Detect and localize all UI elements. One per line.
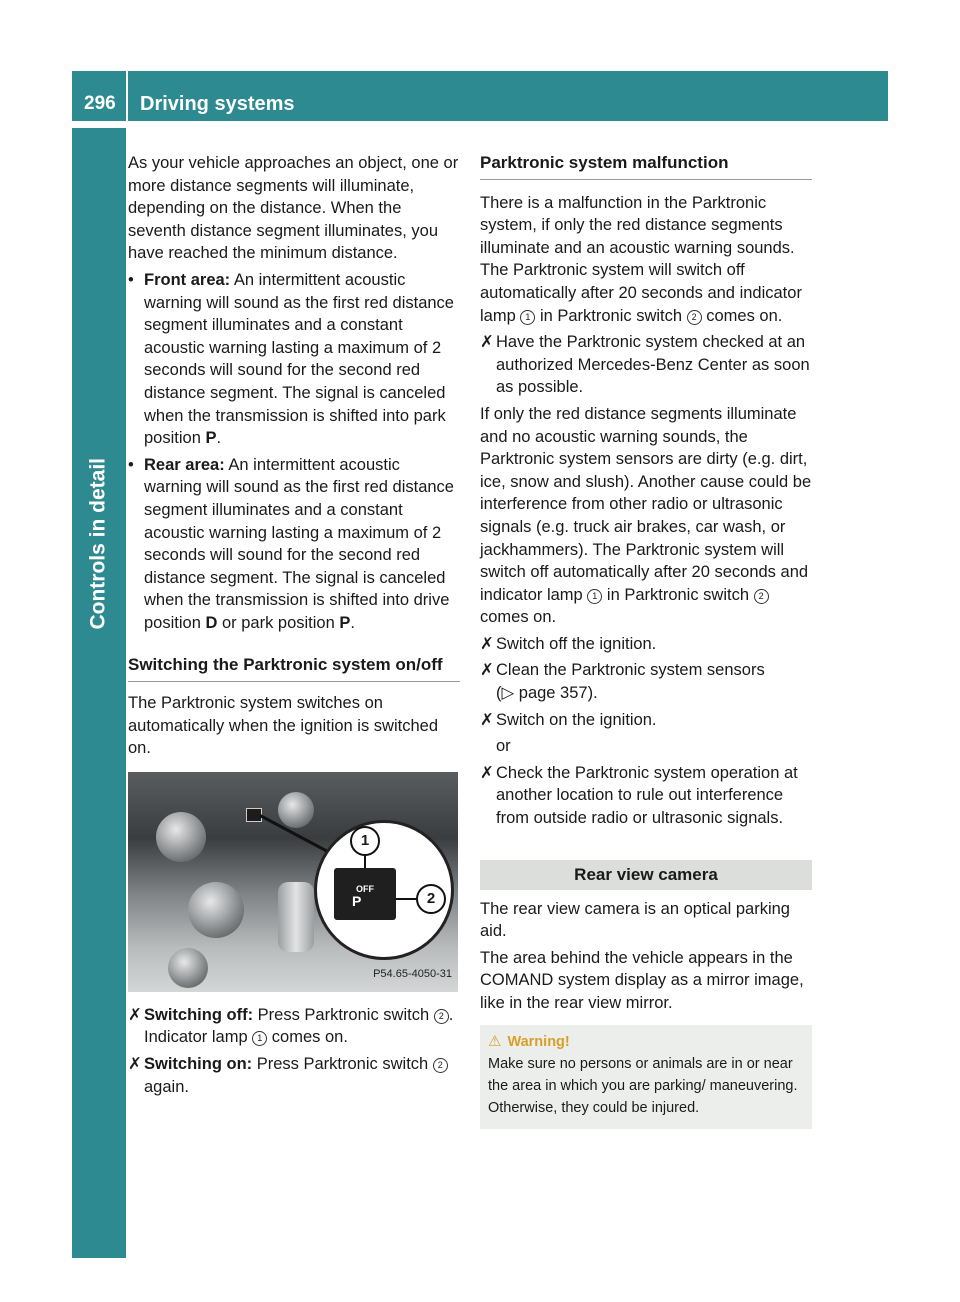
off-text: Press Parktronic switch [253,1005,434,1024]
front-park: P [205,429,217,448]
circled-1-icon: 1 [587,589,602,604]
warning-heading [488,1031,804,1053]
callout-2: 2 [416,884,446,914]
knob-icon [156,812,206,862]
list-item-front [128,269,460,450]
step-clean-text: Clean the Parktronic system sensors [496,661,765,680]
header-divider [126,71,128,121]
rear-end: . [350,613,355,632]
knob-icon [188,882,244,938]
arrow-icon: ✗ [128,1055,142,1074]
step-ignition-off-text: Switch off the ignition. [496,634,657,653]
rear-drive: D [205,613,218,632]
malf-p2c: comes on. [480,608,557,627]
malf-p1c: comes on. [701,306,783,325]
warning-text: Make sure no persons or animals are in or near the area in which you are parking/ maneuvering. Otherwise, they could be injured. [488,1055,798,1116]
step-check-location-text: Check the Parktronic system operation at another location to rule out interference from outside radio or ultrasonic signals. [496,763,798,828]
arrow-icon: ✗ [480,661,494,680]
inset-switch [334,868,396,920]
callout-leader-2 [396,898,418,900]
arrow-icon: ✗ [128,1005,142,1024]
switch-intro: The Parktronic system switches on automatically when the ignition is switched on. [128,694,438,758]
malfunction-paragraph-1 [480,192,812,328]
rear-park: P [339,613,351,632]
on-text-end: again. [144,1077,189,1096]
malf-p2a: If only the red distance segments illuminate and no acoustic warning sounds, the Parktronic system sensors are dirty (e.g. dirt, ice, snow and slush). Another cause could be interference from other radio or ultrasonic signals (e.g. truck air brakes, car wash, or jackhammers). The Parktronic system will switch off automatically after 20 seconds and indicator lamp [480,404,812,604]
side-tab-label-wrap [72,128,126,630]
knob-icon [278,792,314,828]
list-item-rear [128,454,460,635]
front-text: An intermittent acoustic warning will sound as the first red distance segment illuminates and a constant acoustic warning lasting a maximum of 2 seconds will sound for the second red distance segment. The signal is canceled when the transmission is shifted into park position [144,270,454,448]
section-heading-switching: Switching the Parktronic system on/off [128,654,460,682]
right-column [480,152,812,1129]
front-label: Front area: [144,270,231,289]
rear-text: An intermittent acoustic warning will sound as the first red distance segment illuminates and a constant acoustic warning lasting a maximum of 2 seconds will sound for the second red distance segment. The signal is canceled when the transmission is shifted into drive position [144,455,454,632]
section-heading-malfunction: Parktronic system malfunction [480,152,812,180]
arrow-icon: ✗ [480,763,494,782]
step-ignition-on [480,709,812,732]
left-column [128,152,460,1098]
chapter-title: Driving systems [140,93,295,115]
parktronic-switch-photo [128,772,458,992]
step-check-text: Have the Parktronic system checked at an authorized Mercedes-Benz Center as soon as possible. [496,333,810,397]
inset-p-label: P [352,892,362,909]
inset-off-label: OFF [356,883,374,894]
bullet-icon: • [128,455,134,474]
step-ignition-off [480,633,812,656]
rear-mid: or park position [217,613,340,632]
off-label: Switching off: [144,1005,254,1024]
step-switch-on [128,1053,460,1098]
gear-selector-icon [278,882,314,952]
front-end: . [216,429,222,448]
arrow-icon: ✗ [480,634,494,653]
malfunction-paragraph-2 [480,403,812,629]
camera-paragraph-1: The rear view camera is an optical parking aid. [480,899,790,941]
camera-paragraph-2: The area behind the vehicle appears in the COMAND system display as a mirror image, like in the rear view mirror. [480,948,804,1012]
circled-2-icon: 2 [687,310,702,325]
circled-2-icon: 2 [434,1009,449,1024]
malf-p1a: There is a malfunction in the Parktronic system, if only the red distance segments illuminate and an acoustic warning sounds. The Parktronic system will switch off automatically after 20 seconds and indicator lamp [480,193,802,325]
circled-1-icon: 1 [520,310,535,325]
page-reference-link[interactable]: (▷ page 357). [496,684,598,703]
malf-p1b: in Parktronic switch [535,306,687,325]
warning-triangle-icon: ⚠ [488,1032,502,1050]
circled-2-icon: 2 [754,589,769,604]
photo-code: P54.65-4050-31 [373,968,452,981]
step-check-location [480,762,812,830]
off-line2: Indicator lamp [144,1028,253,1047]
malf-p2b: in Parktronic switch [602,585,754,604]
intro-paragraph: As your vehicle approaches an object, one or more distance segments will illuminate, depending on the distance. When the seventh distance segment illuminates, you have reached the minimum distance. [128,154,459,263]
warning-box [480,1025,812,1129]
off-text-end: . [448,1005,454,1024]
callout-1: 1 [350,826,380,856]
section-heading-camera: Rear view camera [480,860,812,890]
on-label: Switching on: [144,1055,253,1074]
step-check [480,331,812,399]
side-tab-label: Controls in detail [87,458,110,630]
arrow-icon: ✗ [480,333,494,352]
warning-title: Warning! [507,1033,570,1050]
step-clean [480,659,812,704]
bullet-icon: • [128,270,134,289]
off-line2-end: comes on. [267,1028,348,1047]
knob-icon [168,948,208,988]
step-switch-off [128,1004,460,1049]
callout-leader-1 [364,854,366,868]
step-ignition-on-text: Switch on the ignition. [496,710,657,729]
arrow-icon: ✗ [480,710,494,729]
rear-label: Rear area: [144,455,225,474]
page-number: 296 [84,93,116,114]
circled-1-icon: 1 [252,1031,267,1046]
or-text: or [496,737,511,756]
on-text: Press Parktronic switch [252,1055,433,1074]
circled-2-icon: 2 [433,1058,448,1073]
